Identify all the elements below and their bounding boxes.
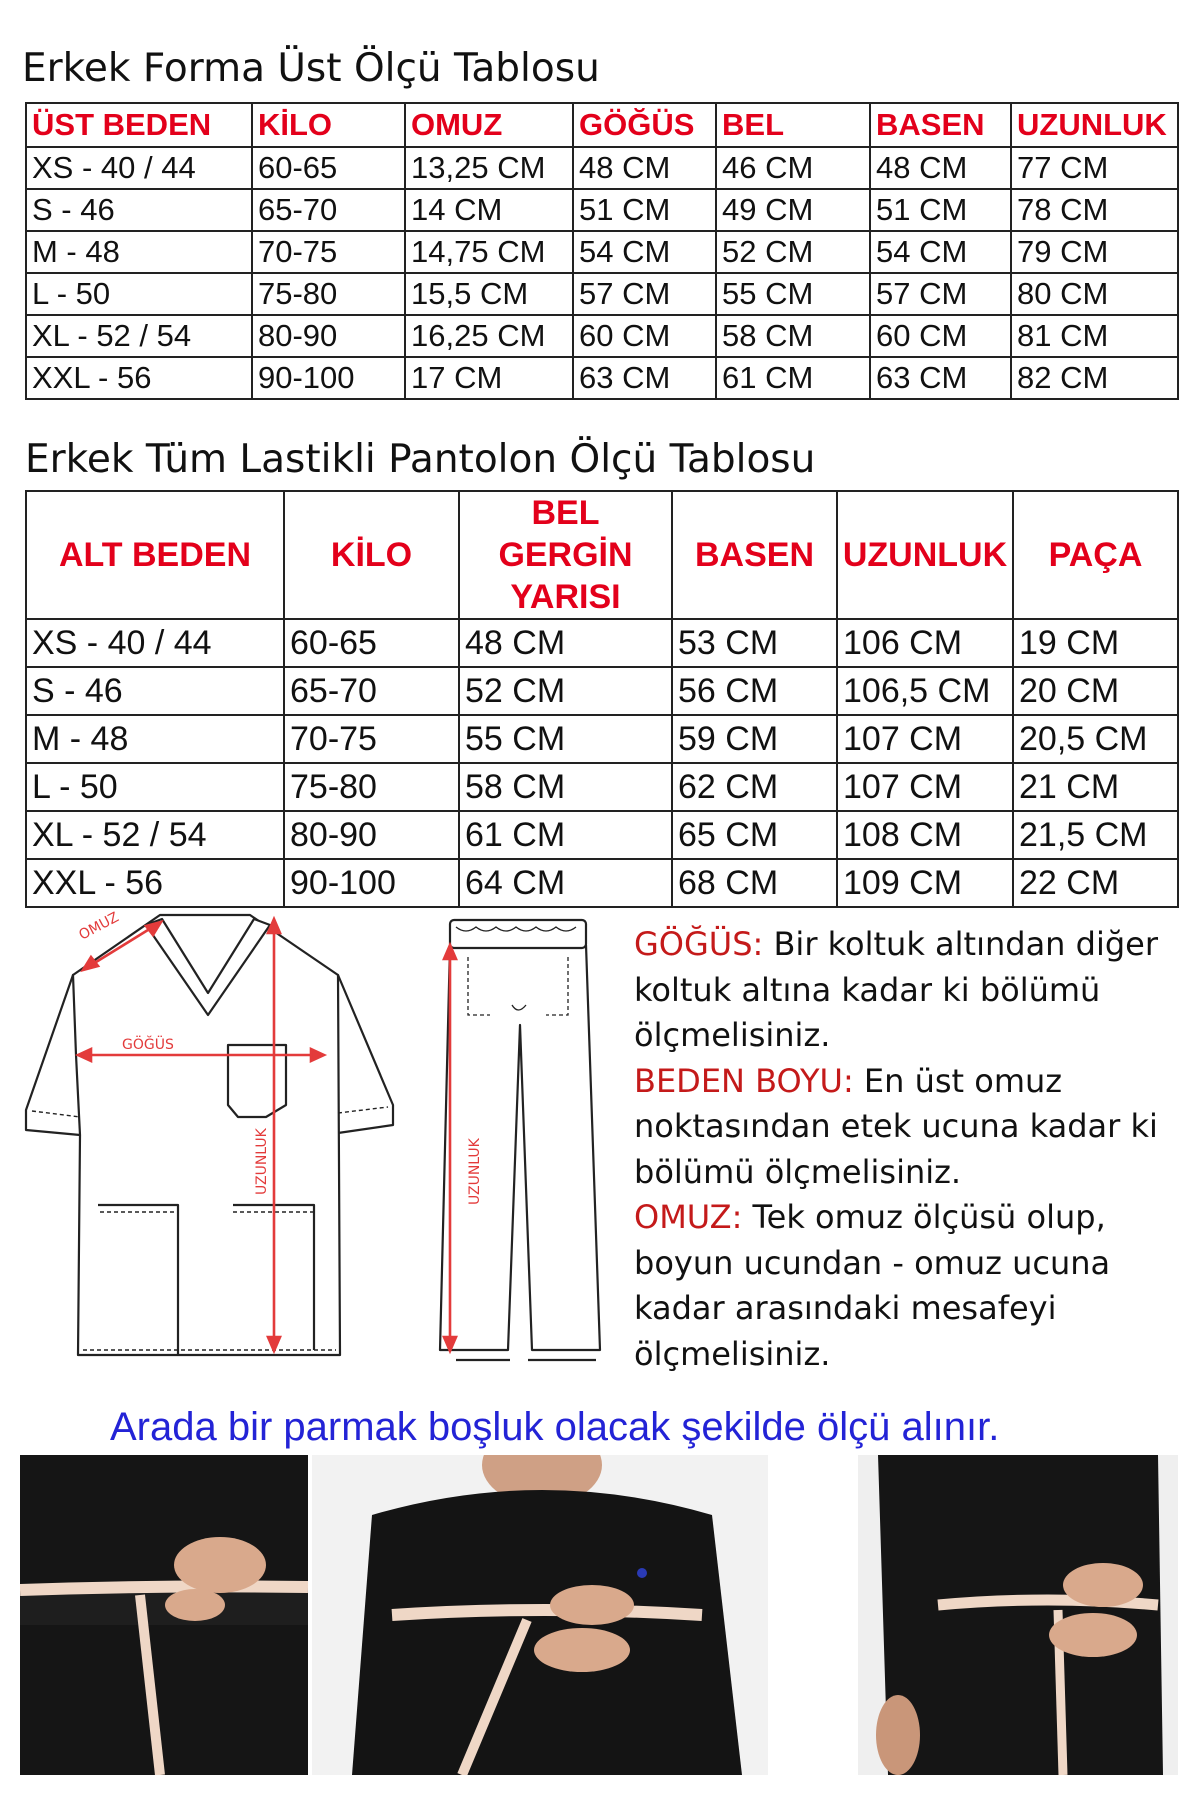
- bottom-table-row: [26, 811, 1178, 859]
- bottom-table-cell: 106,5 CM: [837, 667, 1013, 715]
- bottom-table-cell: 90-100: [284, 859, 459, 907]
- omuz-label: OMUZ: [76, 909, 122, 944]
- bottom-table-cell: XXL - 56: [26, 859, 284, 907]
- bottom-table-cell: 65-70: [284, 667, 459, 715]
- top-table-cell: 90-100: [252, 357, 405, 399]
- uzunluk-label: UZUNLUK: [254, 1128, 270, 1195]
- top-table-cell: 61 CM: [716, 357, 870, 399]
- shirt-diagram: [18, 905, 403, 1365]
- top-table-cell: 14 CM: [405, 189, 573, 231]
- top-table-cell: 55 CM: [716, 273, 870, 315]
- top-table-cell: 17 CM: [405, 357, 573, 399]
- guide-gogus: GÖĞÜS: Bir koltuk altından diğer koltuk altına kadar ki bölümü ölçmelisiniz.: [634, 925, 1158, 1054]
- top-header-cell: BEL: [716, 103, 870, 147]
- measurement-guide: [634, 922, 1184, 1377]
- top-table-cell: 75-80: [252, 273, 405, 315]
- top-table-cell: S - 46: [26, 189, 252, 231]
- chest-measurement-photo: [312, 1455, 768, 1775]
- top-table-cell: 60-65: [252, 147, 405, 189]
- bottom-table-cell: 65 CM: [672, 811, 837, 859]
- bottom-table-cell: 55 CM: [459, 715, 672, 763]
- top-table-cell: 46 CM: [716, 147, 870, 189]
- top-table-cell: 78 CM: [1011, 189, 1178, 231]
- top-table-row: [26, 273, 1178, 315]
- top-table-title: Erkek Forma Üst Ölçü Tablosu: [22, 46, 600, 91]
- bottom-table-cell: 20 CM: [1013, 667, 1178, 715]
- top-table-cell: 13,25 CM: [405, 147, 573, 189]
- bottom-table-cell: XL - 52 / 54: [26, 811, 284, 859]
- top-table-cell: 49 CM: [716, 189, 870, 231]
- pants-waistband: [450, 920, 586, 948]
- top-table-cell: 63 CM: [573, 357, 716, 399]
- bottom-table-cell: 68 CM: [672, 859, 837, 907]
- gogus-label: GÖĞÜS: [122, 1037, 174, 1053]
- bottom-table-cell: 59 CM: [672, 715, 837, 763]
- bottom-table-cell: 21 CM: [1013, 763, 1178, 811]
- bottom-table-cell: 19 CM: [1013, 619, 1178, 667]
- top-header-cell: UZUNLUK: [1011, 103, 1178, 147]
- top-table-cell: 57 CM: [573, 273, 716, 315]
- pants-diagram: [428, 905, 608, 1375]
- top-table-cell: 54 CM: [870, 231, 1011, 273]
- top-table-cell: 58 CM: [716, 315, 870, 357]
- pants-body: [440, 945, 600, 1350]
- bottom-table-cell: 107 CM: [837, 763, 1013, 811]
- pants-uzunluk-label: UZUNLUK: [467, 1138, 483, 1205]
- top-size-table: [25, 102, 1179, 400]
- top-table-row: [26, 357, 1178, 399]
- top-table-row: [26, 231, 1178, 273]
- shirt-body: [73, 915, 340, 1355]
- top-header-cell: OMUZ: [405, 103, 573, 147]
- bottom-table-cell: 106 CM: [837, 619, 1013, 667]
- bottom-table-row: [26, 859, 1178, 907]
- top-table-cell: 65-70: [252, 189, 405, 231]
- bottom-table-cell: L - 50: [26, 763, 284, 811]
- guide-beden-boyu: BEDEN BOYU: En üst omuz noktasından etek ucuna kadar ki bölümü ölçmelisiniz.: [634, 1061, 1158, 1191]
- bottom-table-cell: 52 CM: [459, 667, 672, 715]
- bottom-table-title: Erkek Tüm Lastikli Pantolon Ölçü Tablosu: [25, 437, 816, 482]
- top-table-cell: 77 CM: [1011, 147, 1178, 189]
- top-table-cell: 16,25 CM: [405, 315, 573, 357]
- guide-omuz: OMUZ: Tek omuz ölçüsü olup, boyun ucundan - omuz ucuna kadar arasındaki mesafeyi ölçmelisiniz.: [634, 1198, 1111, 1373]
- bottom-table-cell: 108 CM: [837, 811, 1013, 859]
- bottom-header-cell: BASEN: [672, 491, 837, 619]
- bottom-table-cell: 58 CM: [459, 763, 672, 811]
- top-table-cell: L - 50: [26, 273, 252, 315]
- bottom-table-cell: 64 CM: [459, 859, 672, 907]
- top-table-cell: 79 CM: [1011, 231, 1178, 273]
- bottom-table-cell: 48 CM: [459, 619, 672, 667]
- top-table-cell: 63 CM: [870, 357, 1011, 399]
- top-table-cell: 48 CM: [870, 147, 1011, 189]
- top-table-row: [26, 189, 1178, 231]
- top-table-cell: 57 CM: [870, 273, 1011, 315]
- top-table-cell: 15,5 CM: [405, 273, 573, 315]
- top-table-cell: 81 CM: [1011, 315, 1178, 357]
- top-table-cell: 82 CM: [1011, 357, 1178, 399]
- top-table-row: [26, 147, 1178, 189]
- top-table-cell: 51 CM: [870, 189, 1011, 231]
- top-table-cell: XXL - 56: [26, 357, 252, 399]
- top-table-cell: 80-90: [252, 315, 405, 357]
- bottom-header-cell: KİLO: [284, 491, 459, 619]
- top-table-cell: 14,75 CM: [405, 231, 573, 273]
- waist-measurement-photo: [20, 1455, 308, 1775]
- bottom-table-cell: 62 CM: [672, 763, 837, 811]
- bottom-table-row: [26, 619, 1178, 667]
- top-table-row: [26, 315, 1178, 357]
- bottom-header-cell: UZUNLUK: [837, 491, 1013, 619]
- top-header-cell: BASEN: [870, 103, 1011, 147]
- bottom-table-cell: 60-65: [284, 619, 459, 667]
- top-table-cell: 60 CM: [870, 315, 1011, 357]
- top-header-cell: ÜST BEDEN: [26, 103, 252, 147]
- bottom-header-cell: PAÇA: [1013, 491, 1178, 619]
- top-table-cell: 70-75: [252, 231, 405, 273]
- top-table-cell: 52 CM: [716, 231, 870, 273]
- bottom-table-cell: 61 CM: [459, 811, 672, 859]
- bottom-table-cell: 109 CM: [837, 859, 1013, 907]
- top-table-cell: 60 CM: [573, 315, 716, 357]
- bottom-table-row: [26, 667, 1178, 715]
- bottom-header-cell: ALT BEDEN: [26, 491, 284, 619]
- bottom-size-table: [25, 490, 1179, 908]
- bottom-table-row: [26, 763, 1178, 811]
- top-table-cell: 51 CM: [573, 189, 716, 231]
- top-header-cell: KİLO: [252, 103, 405, 147]
- bottom-table-cell: 22 CM: [1013, 859, 1178, 907]
- bottom-table-cell: 20,5 CM: [1013, 715, 1178, 763]
- bottom-table-row: [26, 715, 1178, 763]
- bottom-table-cell: 70-75: [284, 715, 459, 763]
- bottom-table-cell: 107 CM: [837, 715, 1013, 763]
- bottom-table-cell: 56 CM: [672, 667, 837, 715]
- hip-measurement-photo: [858, 1455, 1178, 1775]
- top-table-cell: XL - 52 / 54: [26, 315, 252, 357]
- bottom-table-cell: 75-80: [284, 763, 459, 811]
- bottom-table-cell: XS - 40 / 44: [26, 619, 284, 667]
- bottom-table-cell: 80-90: [284, 811, 459, 859]
- top-table-cell: XS - 40 / 44: [26, 147, 252, 189]
- top-header-cell: GÖĞÜS: [573, 103, 716, 147]
- bottom-table-cell: S - 46: [26, 667, 284, 715]
- bottom-table-cell: M - 48: [26, 715, 284, 763]
- top-table-cell: 54 CM: [573, 231, 716, 273]
- bottom-table-cell: 53 CM: [672, 619, 837, 667]
- measurement-note: Arada bir parmak boşluk olacak şekilde ölçü alınır.: [110, 1405, 1000, 1449]
- top-table-cell: 48 CM: [573, 147, 716, 189]
- top-table-cell: M - 48: [26, 231, 252, 273]
- bottom-header-cell: BEL GERGİN YARISI: [459, 491, 672, 619]
- bottom-table-cell: 21,5 CM: [1013, 811, 1178, 859]
- top-table-cell: 80 CM: [1011, 273, 1178, 315]
